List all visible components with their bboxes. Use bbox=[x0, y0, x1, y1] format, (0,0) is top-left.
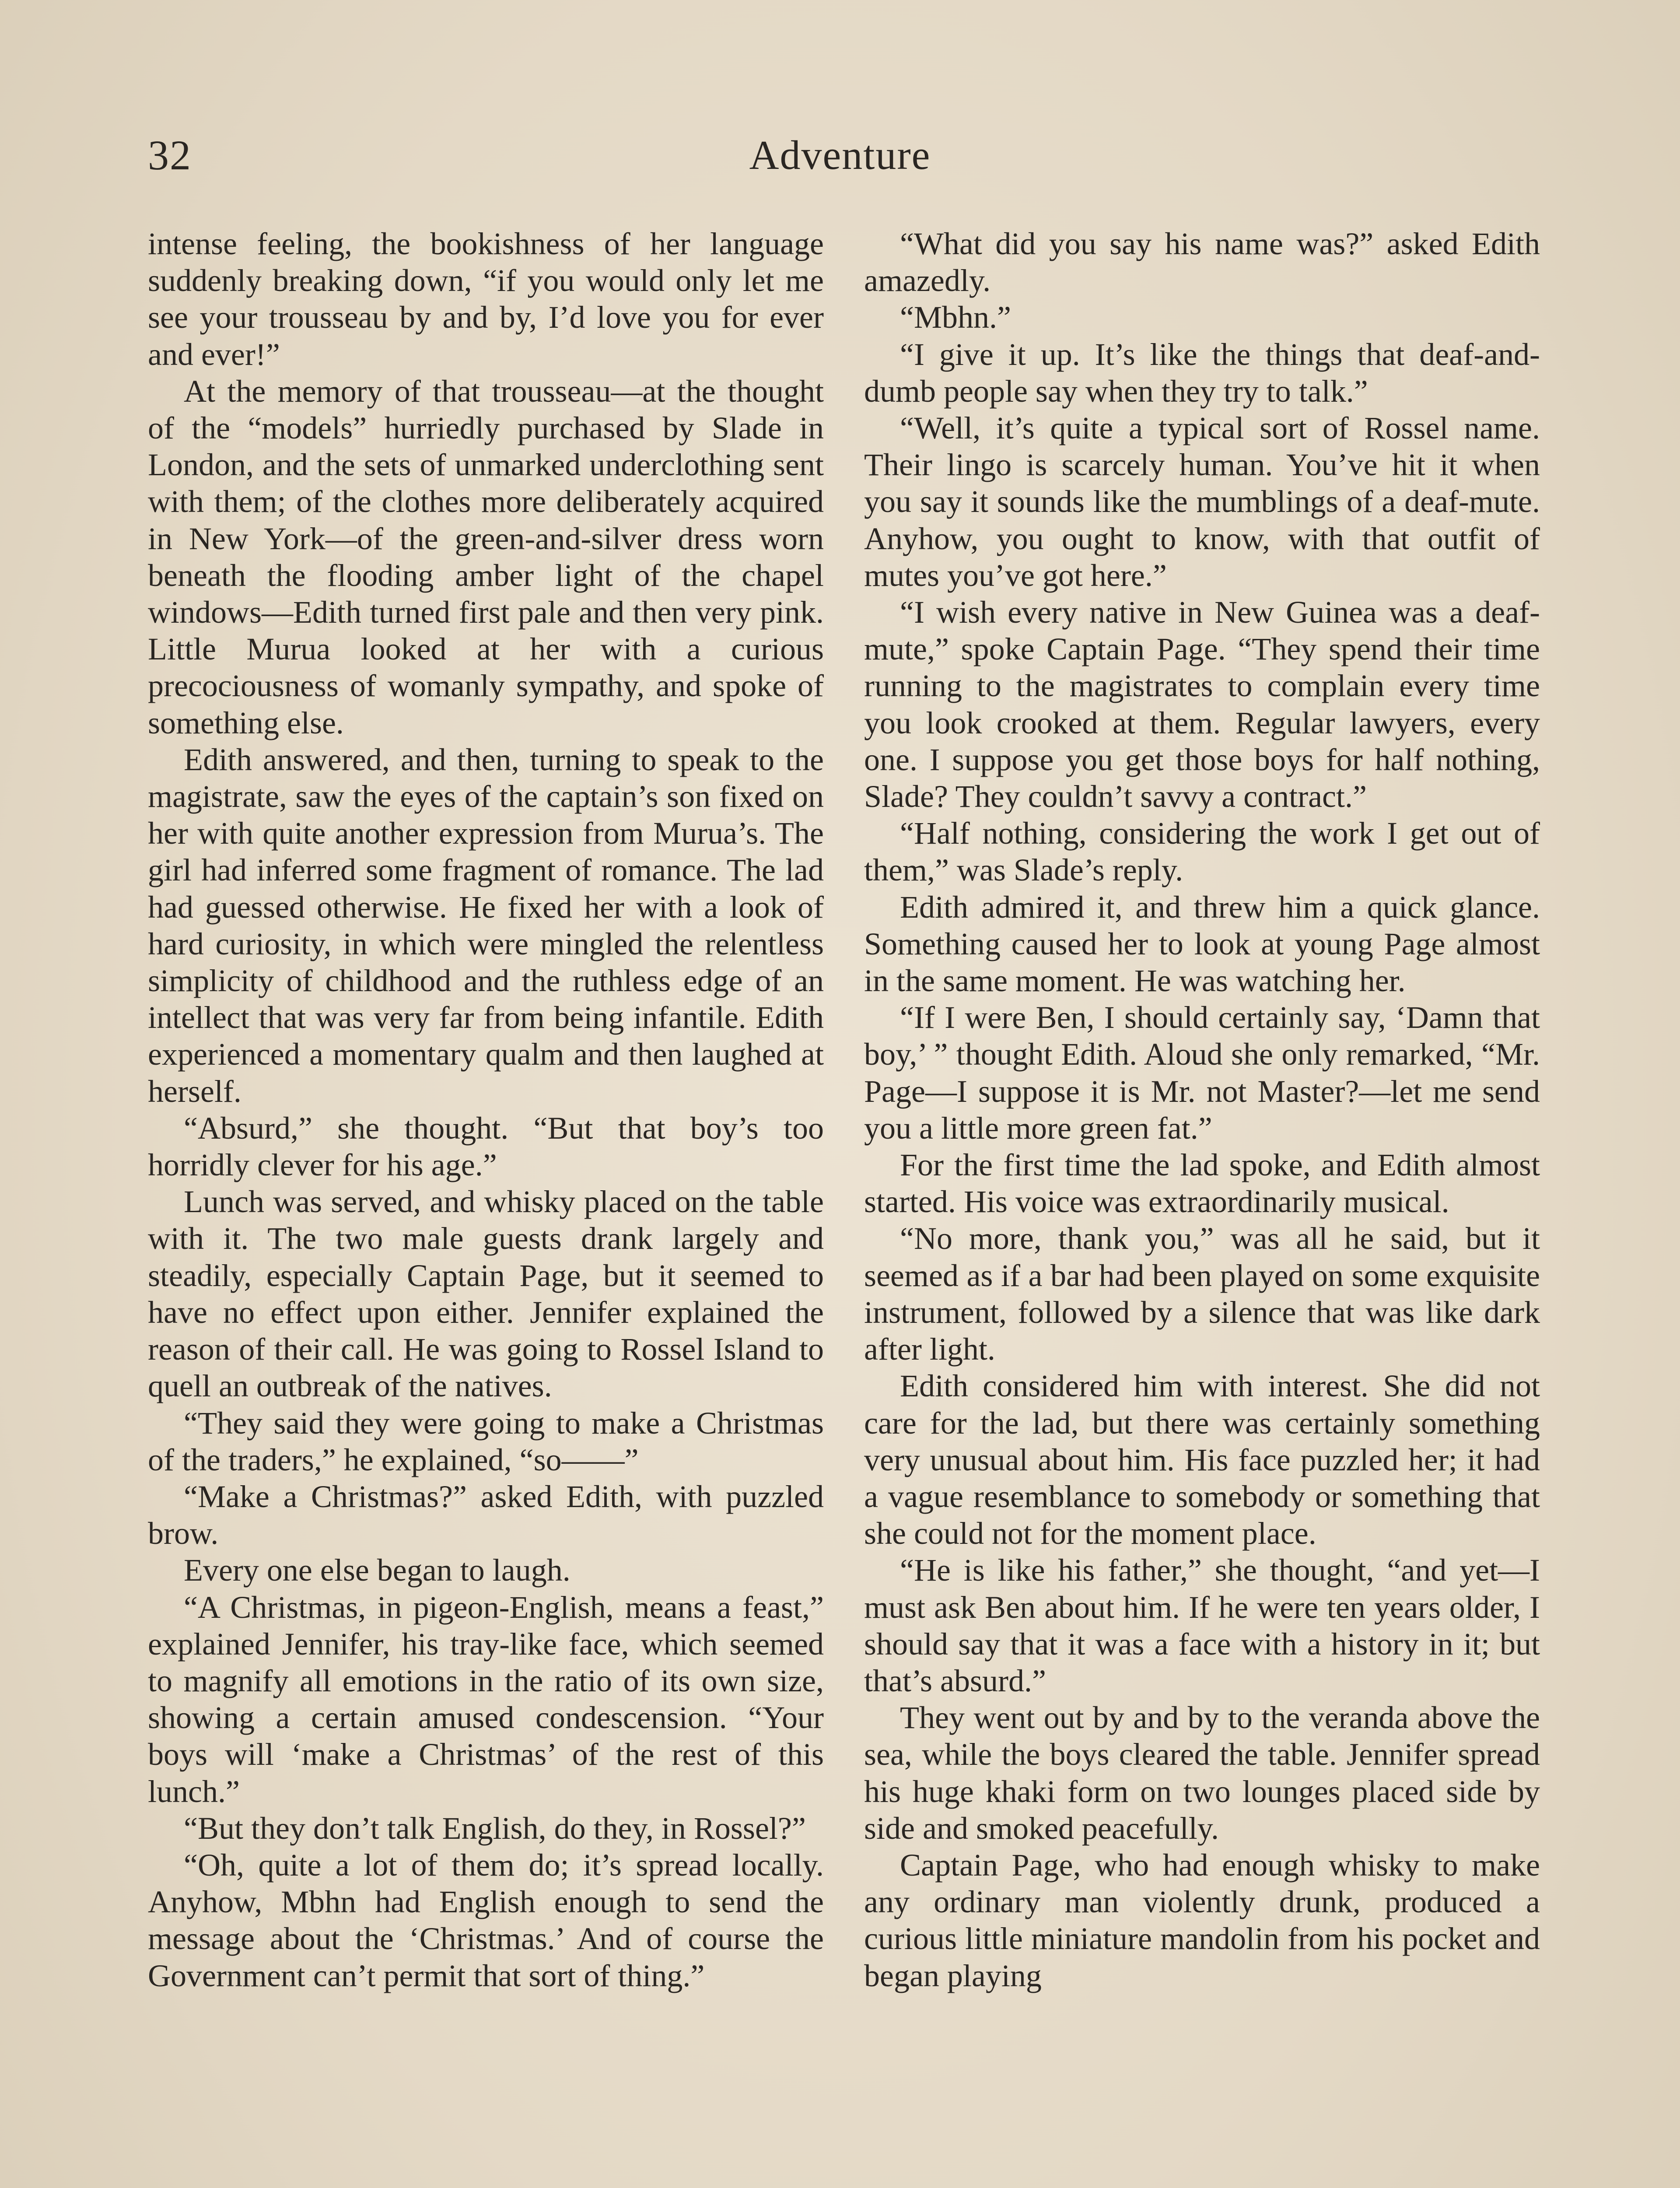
left-text-column bbox=[148, 225, 824, 1994]
paragraph: Lunch was served, and whisky placed on the table with it. The two male guests drank largely and steadily, especially Captain Page, but it seemed to have no effect upon either. Jennifer explained the reason of their call. He was going to Rossel Island to quell an outbreak of the natives. bbox=[148, 1184, 824, 1404]
paragraph: “But they don’t talk English, do they, in Rossel?” bbox=[184, 1810, 806, 1846]
page-number: 32 bbox=[148, 132, 192, 179]
paragraph: Edith considered him with interest. She did not care for the lad, but there was certainly something very unusual about him. His face puzzled her; it had a vague resemblance to somebody or something that she could not for the moment place. bbox=[864, 1368, 1540, 1551]
paragraph: Every one else began to laugh. bbox=[184, 1553, 570, 1588]
paragraph: Edith admired it, and threw him a quick glance. Something caused her to look at young Page almost in the same moment. He was watching her. bbox=[864, 889, 1540, 999]
paragraph: “They said they were going to make a Christmas of the traders,” he explained, “so——” bbox=[148, 1405, 824, 1477]
paragraph: “He is like his father,” she thought, “and yet—I must ask Ben about him. If he were ten years older, I should say that it was a face with a history in it; but that’s absurd.” bbox=[864, 1553, 1540, 1698]
paragraph: “Make a Christmas?” asked Edith, with puzzled brow. bbox=[148, 1479, 824, 1551]
paragraph: “If I were Ben, I should certainly say, ‘Damn that boy,’ ” thought Edith. Aloud she only remarked, “Mr. Page—I suppose it is Mr. not Master?—let me send you a little more green fat.” bbox=[864, 1000, 1540, 1146]
paragraph: Captain Page, who had enough whisky to make any ordinary man violently drunk, produced a curious little miniature mandolin from his pocket and began playing bbox=[864, 1847, 1540, 1993]
right-text-column bbox=[864, 225, 1540, 1994]
paragraph: “Well, it’s quite a typical sort of Rossel name. Their lingo is scarcely human. You’ve hit it when you say it sounds like the mumblings of a deaf-mute. Anyhow, you ought to know, with that outfit of mutes you’ve got here.” bbox=[864, 410, 1540, 593]
paragraph: intense feeling, the bookishness of her language suddenly breaking down, “if you would only let me see your trousseau by and by, I’d love you for ever and ever!” bbox=[148, 226, 824, 372]
paragraph: “What did you say his name was?” asked Edith amazedly. bbox=[864, 226, 1540, 298]
paragraph: “Absurd,” she thought. “But that boy’s too horridly clever for his age.” bbox=[148, 1110, 824, 1183]
paragraph: “I wish every native in New Guinea was a deaf-mute,” spoke Captain Page. “They spend their time running to the magistrates to complain every time you look crooked at them. Regular lawyers, every one. I suppose you get those boys for half nothing, Slade? They couldn’t savvy a contract.” bbox=[864, 595, 1540, 814]
running-title: Adventure bbox=[749, 133, 931, 178]
paragraph: “A Christmas, in pigeon-English, means a feast,” explained Jennifer, his tray-like face, which seemed to magnify all emotions in the ratio of its own size, showing a certain amused condescension. “Your boys will ‘make a Christmas’ of the rest of this lunch.” bbox=[148, 1589, 824, 1809]
paragraph: Edith answered, and then, turning to speak to the magistrate, saw the eyes of the captain’s son fixed on her with quite another expression from Murua’s. The girl had inferred some fragment of romance. The lad had guessed otherwise. He fixed her with a look of hard curiosity, in which were mingled the relentless simplicity of childhood and the ruthless edge of an intellect that was very far from being infantile. Edith experienced a momentary qualm and then laughed at herself. bbox=[148, 742, 824, 1109]
paragraph: They went out by and by to the veranda above the sea, while the boys cleared the table. Jennifer spread his huge khaki form on two lounges placed side by side and smoked peacefully. bbox=[864, 1700, 1540, 1846]
paragraph: “Half nothing, considering the work I get out of them,” was Slade’s reply. bbox=[864, 816, 1540, 888]
paragraph: “No more, thank you,” was all he said, but it seemed as if a bar had been played on some exquisite instrument, followed by a silence that was like dark after light. bbox=[864, 1221, 1540, 1367]
paragraph: “Mbhn.” bbox=[900, 300, 1011, 335]
paragraph: “Oh, quite a lot of them do; it’s spread locally. Anyhow, Mbhn had English enough to send the message about the ‘Christmas.’ And of course the Government can’t permit that sort of thing.” bbox=[148, 1847, 824, 1993]
paragraph: For the first time the lad spoke, and Edith almost started. His voice was extraordinarily musical. bbox=[864, 1147, 1540, 1220]
paragraph: “I give it up. It’s like the things that deaf-and-dumb people say when they try to talk.” bbox=[864, 337, 1540, 409]
paragraph: At the memory of that trousseau—at the thought of the “models” hurriedly purchased by Slade in London, and the sets of unmarked underclothing sent with them; of the clothes more deliberately acquired in New York—of the green-and-silver dress worn beneath the flooding amber light of the chapel windows—Edith turned first pale and then very pink. Little Murua looked at her with a curious precociousness of womanly sympathy, and spoke of something else. bbox=[148, 373, 824, 740]
